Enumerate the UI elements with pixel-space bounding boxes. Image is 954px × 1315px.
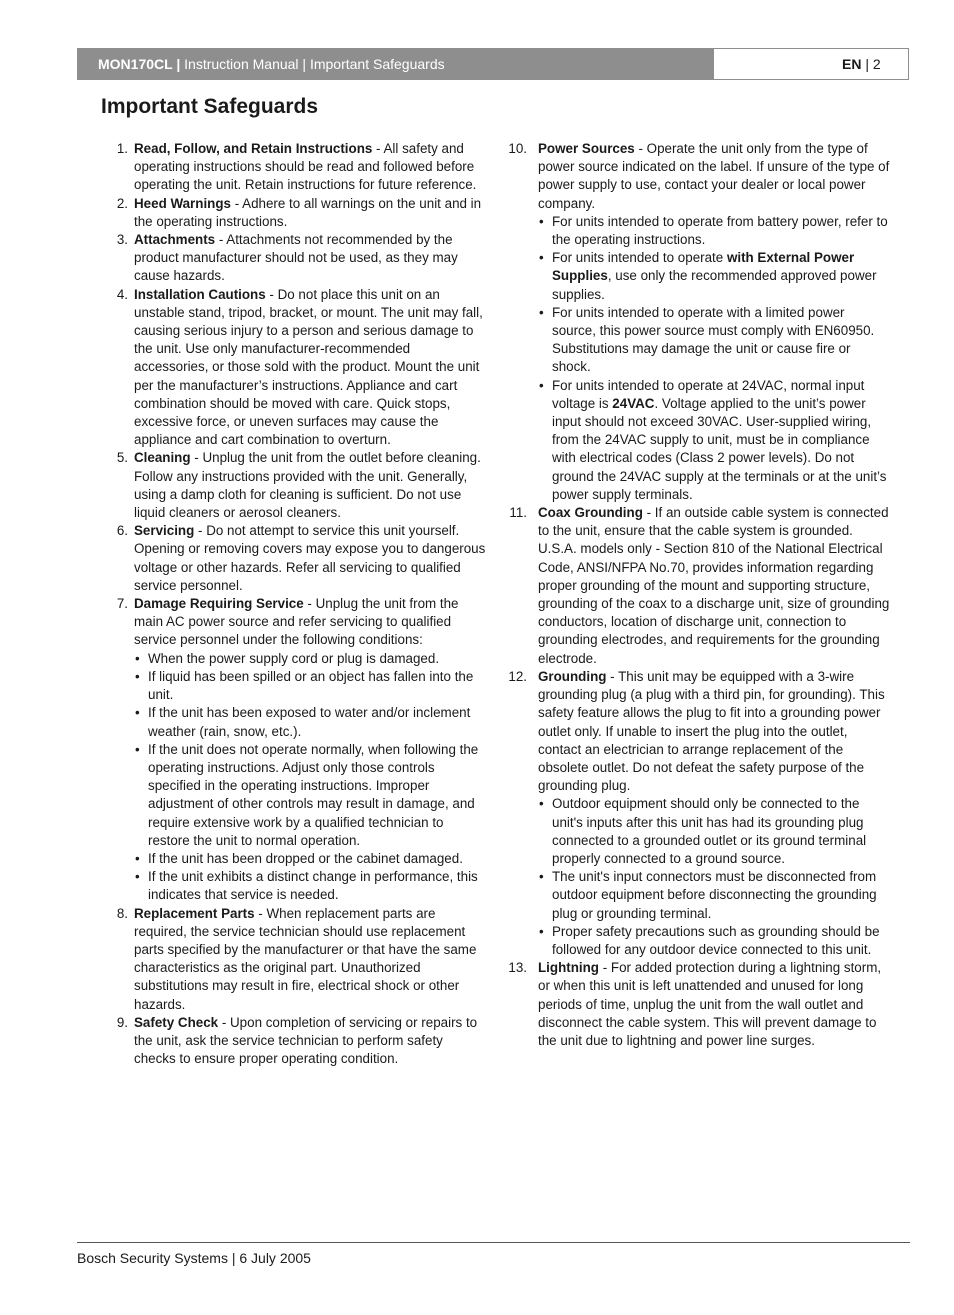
item-number: 10. xyxy=(508,141,527,156)
item-number: 6. xyxy=(116,523,128,539)
footer-text: Bosch Security Systems | 6 July 2005 xyxy=(77,1250,311,1266)
section-name: Important Safeguards xyxy=(309,56,445,72)
item-number: 8. xyxy=(116,905,128,921)
bullet-item: • If the unit exhibits a distinct change in performance, this indicates that service is needed. xyxy=(134,868,486,904)
item-text: - All safety and operating instructions should be read and followed before operating the unit. Retain instructions for future reference. xyxy=(134,141,477,193)
left-column xyxy=(116,140,486,1068)
item-text: - Unplug the unit from the outlet before cleaning. Follow any instructions provided with the unit. Generally, using a damp cloth for cleaning is sufficient. Do not use liquid cleaners or aerosol cleaners. xyxy=(134,450,481,521)
item-title: Cleaning xyxy=(134,450,191,466)
item-text: - When replacement parts are required, the service technician should use replacement parts specified by the manufacturer or that have the same characteristics as the original part. Unauthorized substitutions may result in fire, electrical shock or other hazards. xyxy=(134,905,477,1012)
safeguard-item xyxy=(509,504,890,668)
page-title: Important Safeguards xyxy=(101,95,319,118)
bullet-item xyxy=(538,249,890,304)
safeguard-item xyxy=(116,140,486,195)
item-number: 9. xyxy=(116,1014,128,1030)
footer-divider xyxy=(77,1242,910,1243)
item-text: - If an outside cable system is connected to the unit, ensure that the cable system is grounded. U.S.A. models only - Section 810 of the National Electrical Code, ANSI/NFPA No.70, provides information regarding proper grounding of the mount and supporting structure, grounding of the coax to a discharge unit, size of grounding conductors, location of discharge unit, connection to grounding electrodes, and requirements for the grounding electrode. xyxy=(538,505,890,666)
item-number: 2. xyxy=(116,195,128,211)
bullet-emphasis: with External Power Supplies xyxy=(552,250,855,284)
bullet-item xyxy=(538,213,890,249)
safeguard-item xyxy=(508,959,890,1050)
bullet-text: For units intended to operate at 24VAC, normal input voltage is xyxy=(552,377,865,411)
item-text: - Attachments not recommended by the product manufacturer should not be used, as they may cause hazards. xyxy=(134,232,458,284)
bullet-text: For units intended to operate with a limited power source, this power source must comply with EN60950. Substitutions may damage the unit or cause fire or shock. xyxy=(552,304,875,375)
item-text: - Adhere to all warnings on the unit and in the operating instructions. xyxy=(134,195,482,229)
item-number: 7. xyxy=(116,596,128,612)
bullet-item: • The unit's input connectors must be disconnected from outdoor equipment before disconnecting the grounding plug or grounding terminal. xyxy=(538,868,890,923)
item-title: Damage Requiring Service xyxy=(134,596,304,612)
power-source-list xyxy=(538,213,890,504)
item-title: Heed Warnings xyxy=(134,195,231,211)
item-text: - For added protection during a lightning storm, or when this unit is left unattended and unused for long periods of time, unplug the unit from the wall outlet and disconnect the cable system. This will prevent damage to the unit due to lightning and power line surges. xyxy=(538,960,882,1048)
item-title: Attachments xyxy=(134,232,216,248)
item-number: 5. xyxy=(116,450,128,466)
safeguard-item xyxy=(508,140,890,504)
safeguard-item xyxy=(116,449,486,522)
page-separator: | xyxy=(861,56,873,72)
bullet-item: • When the power supply cord or plug is damaged. xyxy=(134,650,486,668)
safeguard-item xyxy=(116,595,486,904)
item-number: 4. xyxy=(116,286,128,302)
grounding-list xyxy=(538,795,890,959)
item-title: Lightning xyxy=(538,960,599,976)
item-title: Installation Cautions xyxy=(134,286,266,302)
safeguard-item xyxy=(116,286,486,450)
page-indicator xyxy=(713,48,909,80)
item-number: 12. xyxy=(508,668,527,684)
condition-list xyxy=(134,650,486,905)
bullet-item: • If liquid has been spilled or an object has fallen into the unit. xyxy=(134,668,486,704)
safeguard-item xyxy=(116,195,486,231)
item-text: - Do not attempt to service this unit yourself. Opening or removing covers may expose you to dangerous voltage or other hazards. Refer all servicing to qualified service personnel. xyxy=(134,523,486,593)
item-text: - Unplug the unit from the main AC power source and refer servicing to qualified service personnel under the following conditions: xyxy=(134,596,459,648)
item-title: Grounding xyxy=(538,668,607,684)
model-name: MON170CL xyxy=(98,56,173,72)
item-text: - Operate the unit only from the type of power source indicated on the label. If unsure of the type of power supply to use, contact your dealer or local power company. xyxy=(538,141,890,211)
safeguard-item xyxy=(116,231,486,286)
safeguard-item xyxy=(116,1014,486,1069)
header-separator: | xyxy=(172,56,185,72)
bullet-item: • If the unit has been exposed to water and/or inclement weather (rain, snow, etc.). xyxy=(134,704,486,740)
page-number: 2 xyxy=(872,56,881,72)
bullet-emphasis: 24VAC xyxy=(612,395,655,411)
item-title: Servicing xyxy=(134,523,195,539)
bullet-item: • If the unit has been dropped or the cabinet damaged. xyxy=(134,850,486,868)
item-number: 11. xyxy=(509,505,527,521)
bullet-item: • Proper safety precautions such as grounding should be followed for any outdoor device connected to this unit. xyxy=(538,923,890,959)
item-title: Power Sources xyxy=(538,141,635,156)
item-number: 13. xyxy=(508,960,527,976)
item-number: 1. xyxy=(116,141,128,156)
item-text: - Do not place this unit on an unstable stand, tripod, bracket, or mount. The unit may fall, causing serious injury to a person and serious damage to the unit. Use only manufacturer-recommended accessories, or those sold with the product. Mount the unit per the manufacturer’s instructions. Appliance and cart combination should be moved with care. Quick stops, excessive force, or uneven surfaces may cause the appliance and cart combination to overturn. xyxy=(134,286,483,448)
bullet-text: For units intended to operate from battery power, refer to the operating instructions. xyxy=(552,213,888,248)
language-code: EN xyxy=(842,56,862,72)
item-title: Read, Follow, and Retain Instructions xyxy=(134,141,373,156)
safeguard-item xyxy=(116,522,486,595)
item-text: - This unit may be equipped with a 3-wire grounding plug (a plug with a third pin, for grounding). This safety feature allows the plug to fit into a grounding power outlet only. If unable to insert the plug into the outlet, contact an electrician to arrange replacement of the obsolete outlet. Do not defeat the safety purpose of the grounding plug. xyxy=(538,668,885,794)
bullet-item: • Outdoor equipment should only be connected to the unit's inputs after this unit has had its grounding plug connected to a grounded outlet or its ground terminal properly connected to a ground source. xyxy=(538,795,890,868)
item-title: Replacement Parts xyxy=(134,905,255,921)
bullet-text: , use only the recommended approved power supplies. xyxy=(552,268,877,302)
bullet-item xyxy=(538,304,890,377)
header-separator: | xyxy=(298,56,310,72)
manual-name: Instruction Manual xyxy=(184,56,299,72)
safeguard-item xyxy=(116,905,486,1014)
bullet-text: For units intended to operate xyxy=(552,250,727,266)
item-text: - Upon completion of servicing or repairs to the unit, ask the service technician to perform safety checks to ensure proper operating condition. xyxy=(134,1014,478,1067)
item-title: Coax Grounding xyxy=(538,505,643,521)
bullet-item xyxy=(538,377,890,504)
bullet-item: • If the unit does not operate normally, when following the operating instructions. Adjust only those controls specified in the operating instructions. Improper adjustment of other controls may result in damage, and require extensive work by a qualified technician to restore the unit to normal operation. xyxy=(134,741,486,850)
document-header xyxy=(77,48,713,80)
safeguard-item xyxy=(508,668,890,959)
right-column xyxy=(508,140,890,1050)
item-number: 3. xyxy=(116,232,128,248)
bullet-text: . Voltage applied to the unit’s power input should not exceed 30VAC. User-supplied wiring, from the 24VAC supply to unit, must be in compliance with electrical codes (Class 2 power levels). Do not ground the 24VAC supply at the terminals or at the unit’s power supply terminals. xyxy=(552,395,887,502)
item-title: Safety Check xyxy=(134,1014,219,1030)
